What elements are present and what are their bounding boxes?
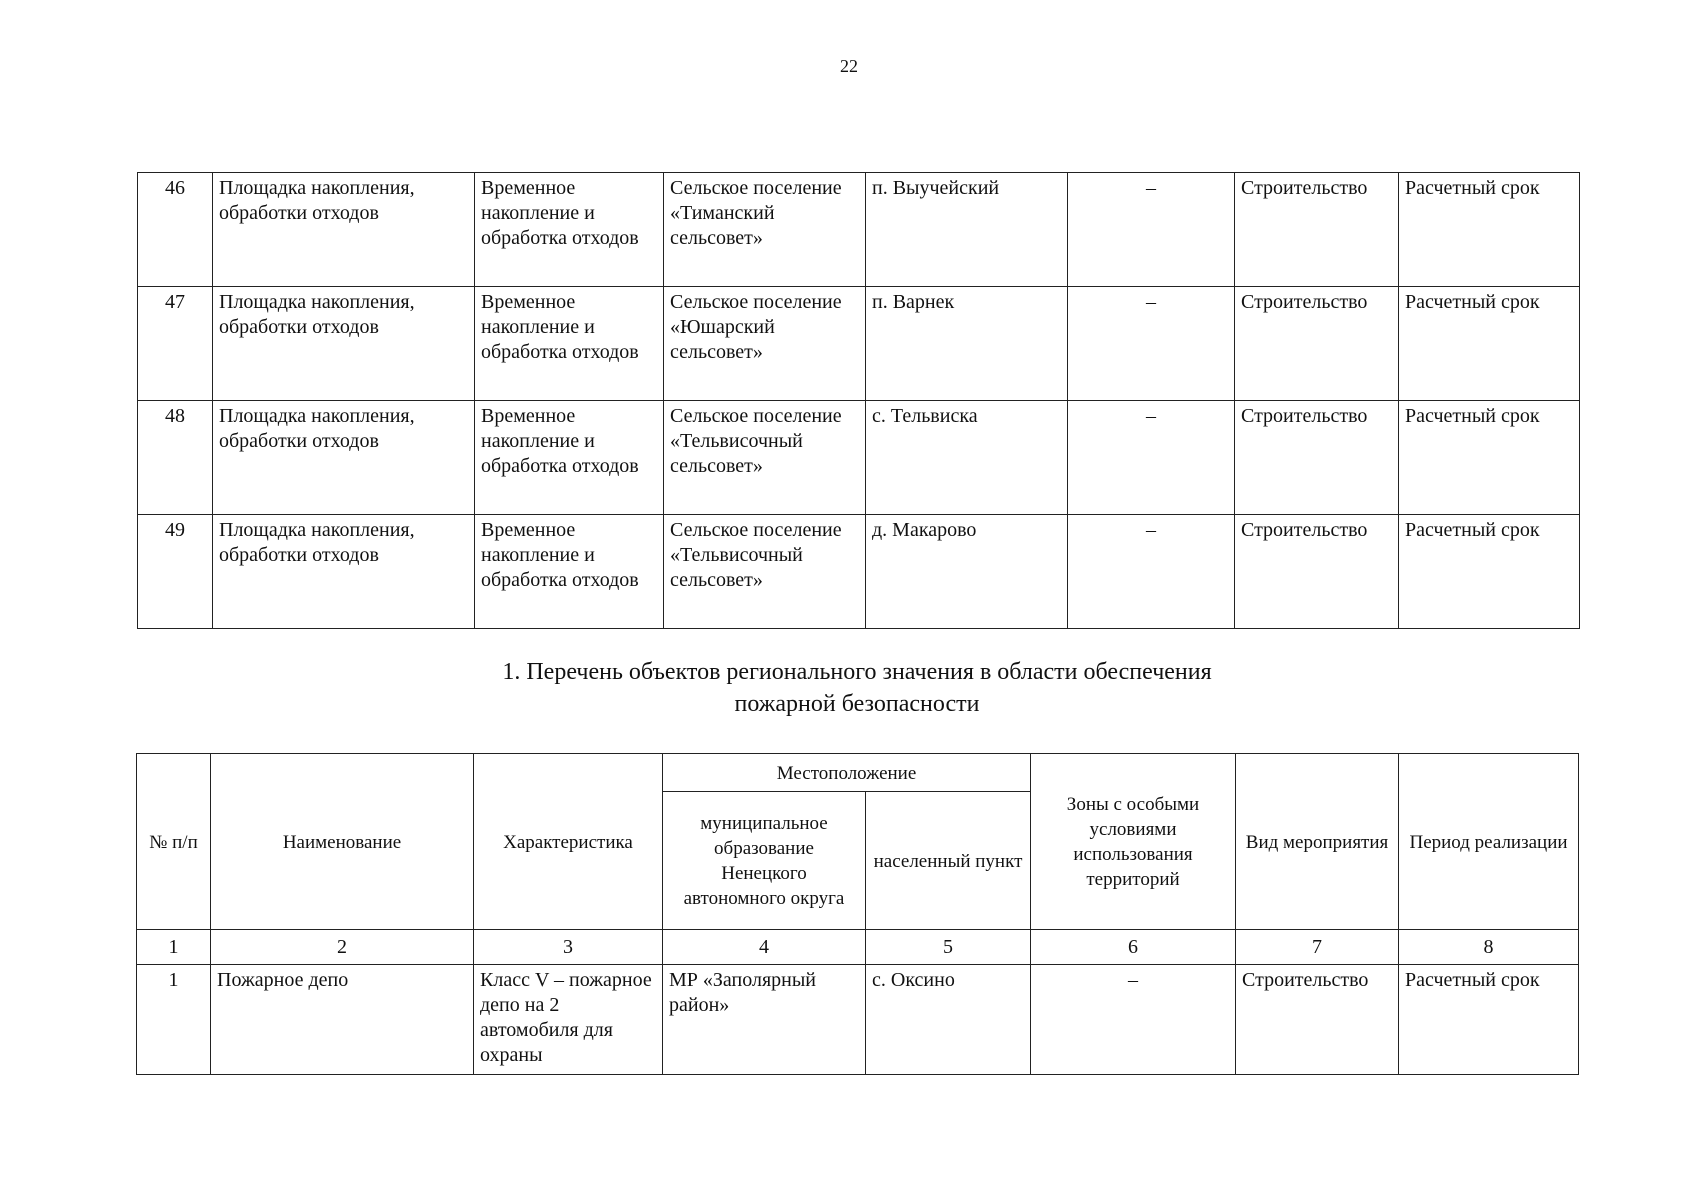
cell-activity: Строительство	[1236, 965, 1399, 1075]
column-number: 6	[1031, 930, 1236, 965]
cell-characteristic: Временное накопление и обработка отходов	[475, 287, 664, 401]
cell-characteristic: Временное накопление и обработка отходов	[475, 515, 664, 629]
cell-activity: Строительство	[1235, 401, 1399, 515]
header-period: Период реализации	[1399, 754, 1579, 930]
section-title	[0, 656, 1698, 720]
fire-safety-objects-table	[136, 753, 1579, 1075]
section-title-line1: 1. Перечень объектов регионального значения в области обеспечения	[502, 659, 1212, 685]
cell-municipality: МР «Заполярный район»	[663, 965, 866, 1075]
header-zones: Зоны с особыми условиями использования территорий	[1031, 754, 1236, 930]
cell-settlement: д. Макарово	[866, 515, 1068, 629]
column-number: 8	[1399, 930, 1579, 965]
objects-table-continued	[137, 172, 1580, 629]
header-activity: Вид мероприятия	[1236, 754, 1399, 930]
table-row	[138, 287, 1580, 401]
header-num: № п/п	[137, 754, 211, 930]
cell-zones: –	[1068, 401, 1235, 515]
column-number-row	[137, 930, 1579, 965]
cell-characteristic: Временное накопление и обработка отходов	[475, 173, 664, 287]
table-row	[138, 515, 1580, 629]
header-name: Наименование	[211, 754, 474, 930]
section-title-line2: пожарной безопасности	[734, 691, 980, 717]
cell-name: Площадка накопления, обработки отходов	[213, 287, 475, 401]
cell-name: Площадка накопления, обработки отходов	[213, 401, 475, 515]
column-number: 3	[474, 930, 663, 965]
cell-activity: Строительство	[1235, 515, 1399, 629]
cell-period: Расчетный срок	[1399, 173, 1580, 287]
table-row	[138, 173, 1580, 287]
cell-period: Расчетный срок	[1399, 287, 1580, 401]
cell-municipality: Сельское поселение «Юшарский сельсовет»	[664, 287, 866, 401]
cell-characteristic: Временное накопление и обработка отходов	[475, 401, 664, 515]
cell-zones: –	[1068, 287, 1235, 401]
header-municipality: муниципальное образование Ненецкого автономного округа	[663, 792, 866, 930]
header-settlement: населенный пункт	[866, 792, 1031, 930]
cell-name: Площадка накопления, обработки отходов	[213, 515, 475, 629]
cell-characteristic: Класс V – пожарное депо на 2 автомобиля для охраны	[474, 965, 663, 1075]
cell-settlement: п. Выучейский	[866, 173, 1068, 287]
cell-settlement: с. Оксино	[866, 965, 1031, 1075]
cell-period: Расчетный срок	[1399, 965, 1579, 1075]
cell-settlement: с. Тельвиска	[866, 401, 1068, 515]
column-number: 2	[211, 930, 474, 965]
cell-municipality: Сельское поселение «Тельвисочный сельсовет»	[664, 515, 866, 629]
cell-municipality: Сельское поселение «Тиманский сельсовет»	[664, 173, 866, 287]
cell-num: 1	[137, 965, 211, 1075]
cell-num: 47	[138, 287, 213, 401]
header-characteristic: Характеристика	[474, 754, 663, 930]
cell-activity: Строительство	[1235, 173, 1399, 287]
cell-zones: –	[1031, 965, 1236, 1075]
column-number: 4	[663, 930, 866, 965]
cell-num: 48	[138, 401, 213, 515]
cell-period: Расчетный срок	[1399, 401, 1580, 515]
column-number: 1	[137, 930, 211, 965]
header-location: Местоположение	[663, 754, 1031, 792]
cell-num: 46	[138, 173, 213, 287]
column-number: 5	[866, 930, 1031, 965]
cell-settlement: п. Варнек	[866, 287, 1068, 401]
cell-municipality: Сельское поселение «Тельвисочный сельсовет»	[664, 401, 866, 515]
cell-name: Площадка накопления, обработки отходов	[213, 173, 475, 287]
cell-num: 49	[138, 515, 213, 629]
cell-zones: –	[1068, 173, 1235, 287]
cell-zones: –	[1068, 515, 1235, 629]
cell-period: Расчетный срок	[1399, 515, 1580, 629]
table-row	[137, 965, 1579, 1075]
page-number: 22	[840, 56, 858, 76]
cell-activity: Строительство	[1235, 287, 1399, 401]
cell-name: Пожарное депо	[211, 965, 474, 1075]
table-row	[138, 401, 1580, 515]
column-number: 7	[1236, 930, 1399, 965]
